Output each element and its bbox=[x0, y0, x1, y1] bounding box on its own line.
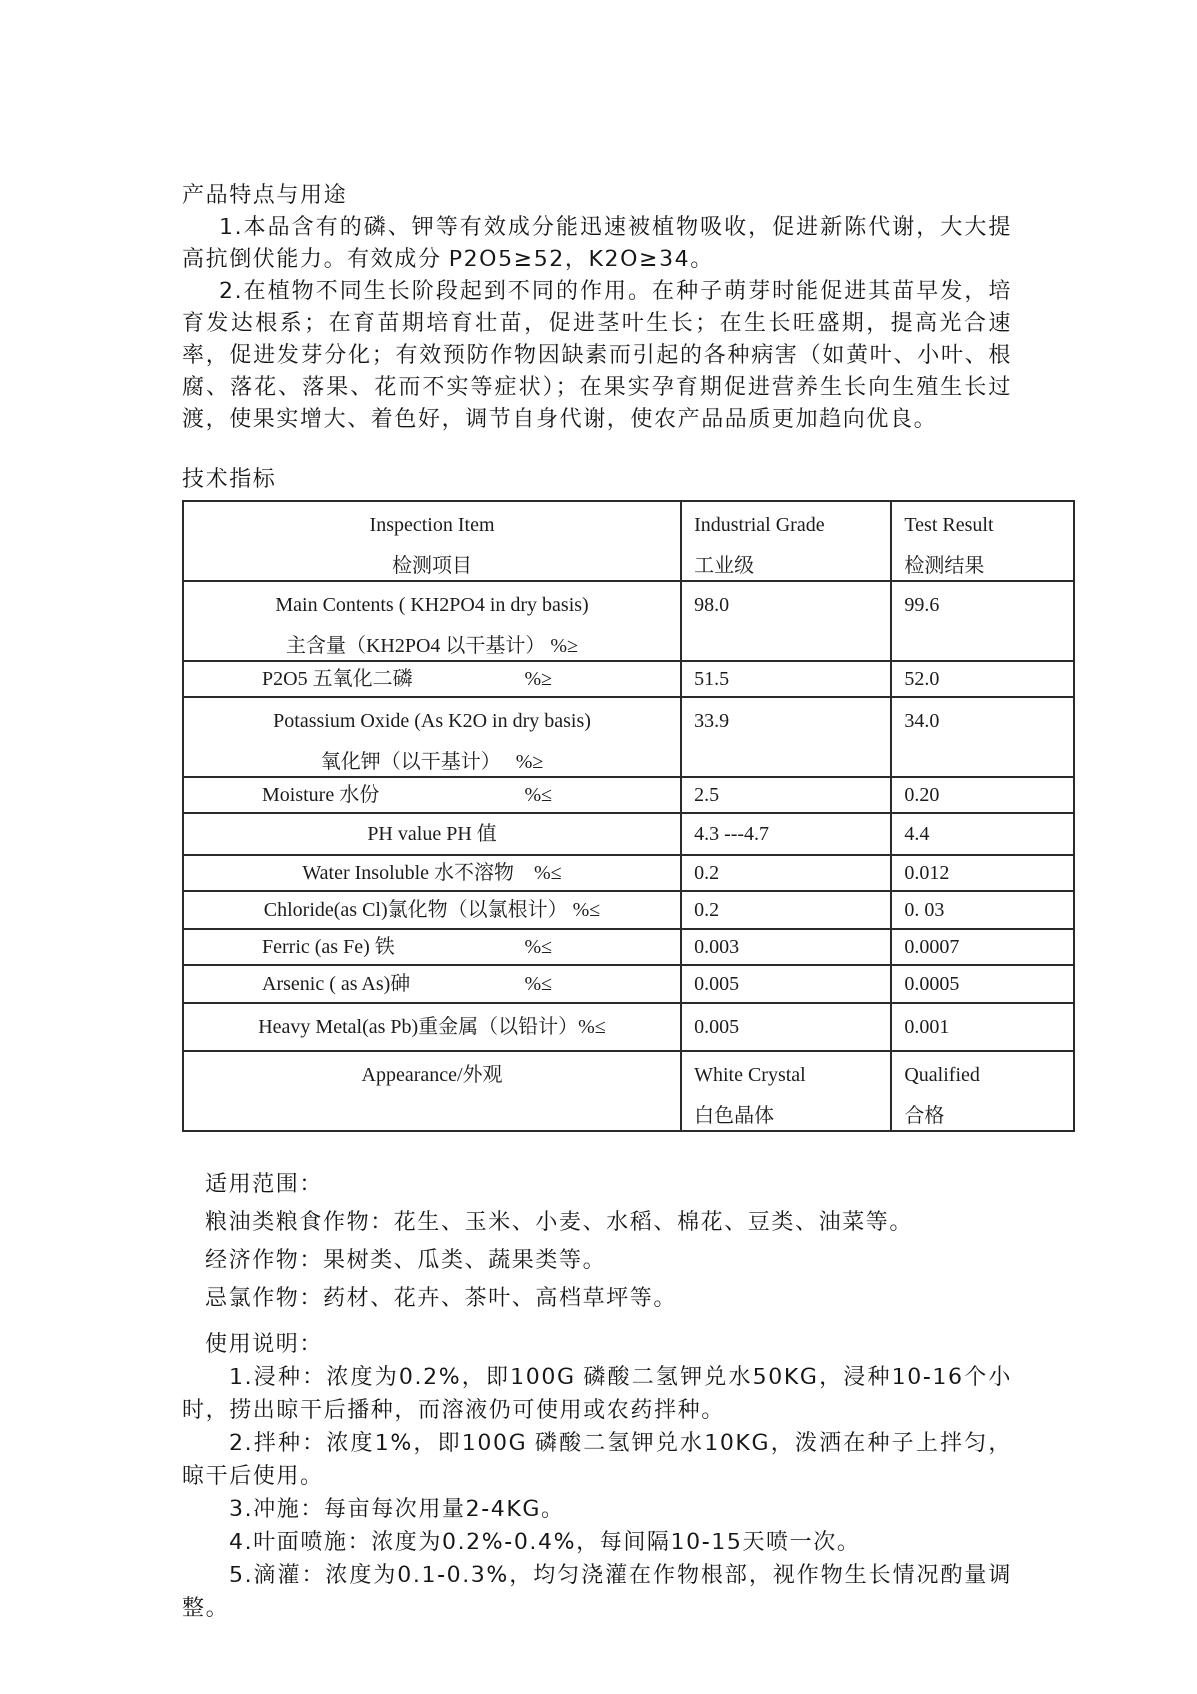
table-row bbox=[183, 891, 1074, 929]
usage-item-drip-irrigation: 5.滴灌：浓度为0.1-0.3%，均匀浇灌在作物根部，视作物生长情况酌量调整。 bbox=[182, 1562, 1012, 1620]
header-item-zh: 检测项目 bbox=[392, 555, 473, 577]
table-row bbox=[183, 1003, 1074, 1051]
grade-cell: 0.003 bbox=[681, 929, 891, 965]
result-cell: 52.0 bbox=[891, 661, 1074, 697]
scope-line-cash-crops: 经济作物：果树类、瓜类、蔬果类等。 bbox=[205, 1247, 607, 1272]
table-header-row bbox=[183, 501, 1074, 581]
item-cell: Ferric (as Fe) 铁 %≤ bbox=[183, 929, 681, 965]
scope-line-grain: 粮油类粮食作物：花生、玉米、小麦、水稻、棉花、豆类、油菜等。 bbox=[205, 1209, 914, 1234]
result-cell: 99.6 bbox=[891, 581, 1074, 661]
grade-cell: 51.5 bbox=[681, 661, 891, 697]
result-cell: 34.0 bbox=[891, 697, 1074, 777]
header-cell-grade bbox=[681, 501, 891, 581]
table-row bbox=[183, 965, 1074, 1003]
result-cell: 0.0005 bbox=[891, 965, 1074, 1003]
header-grade-en: Industrial Grade bbox=[694, 514, 825, 536]
usage-section bbox=[182, 1327, 1012, 1624]
grade-cell: 0.2 bbox=[681, 855, 891, 891]
table-row bbox=[183, 777, 1074, 813]
result-cell: 0. 03 bbox=[891, 891, 1074, 929]
table-row bbox=[183, 1051, 1074, 1131]
grade-cell: 98.0 bbox=[681, 581, 891, 661]
item-cell: Arsenic ( as As)砷 %≤ bbox=[183, 965, 681, 1003]
header-result-en: Test Result bbox=[904, 514, 994, 536]
grade-cell: White Crystal 白色晶体 bbox=[681, 1051, 891, 1131]
result-cell: 4.4 bbox=[891, 813, 1074, 855]
item-cell: Water Insoluble 水不溶物 %≤ bbox=[183, 855, 681, 891]
result-cell: 0.001 bbox=[891, 1003, 1074, 1051]
result-cell: 0.012 bbox=[891, 855, 1074, 891]
usage-title: 使用说明： bbox=[205, 1331, 324, 1356]
header-grade-zh: 工业级 bbox=[694, 555, 755, 577]
specs-title: 技术指标 bbox=[182, 466, 277, 491]
header-cell-result bbox=[891, 501, 1074, 581]
item-cell: Heavy Metal(as Pb)重金属（以铅计）%≤ bbox=[183, 1003, 681, 1051]
table-row bbox=[183, 929, 1074, 965]
scope-section bbox=[182, 1165, 1012, 1317]
header-item-en: Inspection Item bbox=[369, 514, 495, 536]
item-cell: Appearance/外观 bbox=[183, 1051, 681, 1131]
table-row bbox=[183, 661, 1074, 697]
item-cell: Moisture 水份 %≤ bbox=[183, 777, 681, 813]
tech-specs-table bbox=[182, 500, 1075, 1132]
features-paragraph-1: 1.本品含有的磷、钾等有效成分能迅速被植物吸收，促进新陈代谢，大大提高抗倒伏能力。有效成分 P2O5≥52，K2O≥34。 bbox=[182, 214, 1012, 271]
item-cell: PH value PH 值 bbox=[183, 813, 681, 855]
result-cell: 0.20 bbox=[891, 777, 1074, 813]
item-cell: Chloride(as Cl)氯化物（以氯根计） %≤ bbox=[183, 891, 681, 929]
usage-item-foliar-spray: 4.叶面喷施：浓度为0.2%-0.4%，每间隔10-15天喷一次。 bbox=[229, 1529, 861, 1554]
item-cell: Main Contents ( KH2PO4 in dry basis) 主含量（KH2PO4 以干基计） %≥ bbox=[183, 581, 681, 661]
table-row bbox=[183, 855, 1074, 891]
grade-cell: 2.5 bbox=[681, 777, 891, 813]
result-cell: 0.0007 bbox=[891, 929, 1074, 965]
grade-cell: 0.2 bbox=[681, 891, 891, 929]
table-row bbox=[183, 581, 1074, 661]
grade-cell: 33.9 bbox=[681, 697, 891, 777]
usage-item-seed-mixing: 2.拌种：浓度1%，即100G 磷酸二氢钾兑水10KG，泼洒在种子上拌匀，晾干后使用。 bbox=[182, 1430, 1012, 1488]
features-title: 产品特点与用途 bbox=[182, 182, 348, 207]
result-cell: Qualified 合格 bbox=[891, 1051, 1074, 1131]
header-result-zh: 检测结果 bbox=[904, 555, 985, 577]
features-section bbox=[182, 179, 1012, 435]
scope-line-chlorine-averse: 忌氯作物：药材、花卉、茶叶、高档草坪等。 bbox=[205, 1285, 678, 1310]
usage-item-soaking: 1.浸种：浓度为0.2%，即100G 磷酸二氢钾兑水50KG，浸种10-16个小时，捞出晾干后播种，而溶液仍可使用或农药拌种。 bbox=[182, 1364, 1012, 1422]
scope-title: 适用范围： bbox=[205, 1171, 324, 1196]
usage-item-flush-apply: 3.冲施：每亩每次用量2-4KG。 bbox=[229, 1496, 565, 1521]
grade-cell: 0.005 bbox=[681, 965, 891, 1003]
grade-cell: 4.3 ---4.7 bbox=[681, 813, 891, 855]
table-row bbox=[183, 813, 1074, 855]
item-cell: Potassium Oxide (As K2O in dry basis) 氧化钾（以干基计） %≥ bbox=[183, 697, 681, 777]
features-paragraph-2: 2.在植物不同生长阶段起到不同的作用。在种子萌芽时能促进其苗早发，培育发达根系；在育苗期培育壮苗，促进茎叶生长；在生长旺盛期，提高光合速率，促进发芽分化；有效预防作物因缺素而引起的各种病害（如黄叶、小叶、根腐、落花、落果、花而不实等症状）；在果实孕育期促进营养生长向生殖生长过渡，使果实增大、着色好，调节自身代谢，使农产品品质更加趋向优良。 bbox=[182, 278, 1012, 431]
grade-cell: 0.005 bbox=[681, 1003, 891, 1051]
header-cell-item bbox=[183, 501, 681, 581]
table-row bbox=[183, 697, 1074, 777]
item-cell: P2O5 五氧化二磷 %≥ bbox=[183, 661, 681, 697]
